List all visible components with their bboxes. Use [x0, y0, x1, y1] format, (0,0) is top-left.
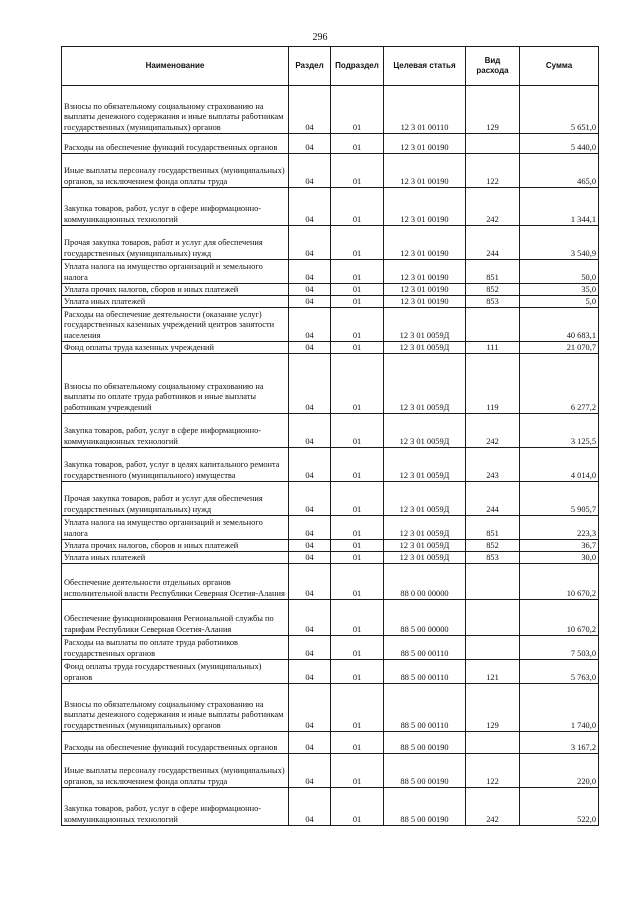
row-amount: 5,0	[520, 296, 599, 308]
row-expense-type: 852	[466, 284, 520, 296]
row-target-article: 12 3 01 0059Д	[384, 516, 466, 540]
table-row	[62, 134, 599, 154]
table-row	[62, 414, 599, 448]
row-subsection: 01	[331, 482, 384, 516]
row-subsection: 01	[331, 636, 384, 660]
row-amount: 6 277,2	[520, 354, 599, 414]
row-amount: 36,7	[520, 540, 599, 552]
row-amount: 3 125,5	[520, 414, 599, 448]
row-name: Обеспечение деятельности отдельных органов исполнительной власти Республики Северная Осетия-Алания	[62, 564, 289, 600]
row-target-article: 88 5 00 00190	[384, 732, 466, 754]
table-row	[62, 296, 599, 308]
row-target-article: 12 3 01 0059Д	[384, 448, 466, 482]
header-subsection: Подраздел	[331, 47, 384, 86]
row-target-article: 88 5 00 00190	[384, 754, 466, 788]
row-section: 04	[289, 226, 331, 260]
row-amount: 5 440,0	[520, 134, 599, 154]
row-target-article: 88 5 00 00110	[384, 684, 466, 732]
row-name: Расходы на обеспечение функций государственных органов	[62, 134, 289, 154]
row-name: Обеспечение функционирования Региональной службы по тарифам Республики Северная Осетия-Алания	[62, 600, 289, 636]
row-target-article: 12 3 01 00190	[384, 226, 466, 260]
row-expense-type: 244	[466, 226, 520, 260]
row-expense-type: 242	[466, 188, 520, 226]
row-target-article: 12 3 01 00110	[384, 86, 466, 134]
row-section: 04	[289, 516, 331, 540]
row-name: Прочая закупка товаров, работ и услуг для обеспечения государственных (муниципальных) нужд	[62, 482, 289, 516]
row-target-article: 12 3 01 0059Д	[384, 552, 466, 564]
table-row	[62, 284, 599, 296]
row-amount: 4 014,0	[520, 448, 599, 482]
row-amount: 5 651,0	[520, 86, 599, 134]
row-subsection: 01	[331, 342, 384, 354]
row-expense-type: 122	[466, 754, 520, 788]
row-expense-type: 243	[466, 448, 520, 482]
table-row	[62, 482, 599, 516]
row-name: Иные выплаты персоналу государственных (муниципальных) органов, за исключением фонда оплаты труда	[62, 754, 289, 788]
row-expense-type	[466, 564, 520, 600]
row-name: Фонд оплаты труда государственных (муниципальных) органов	[62, 660, 289, 684]
table-row	[62, 342, 599, 354]
row-expense-type: 129	[466, 684, 520, 732]
table-row	[62, 188, 599, 226]
row-amount: 3 167,2	[520, 732, 599, 754]
row-expense-type: 129	[466, 86, 520, 134]
table-row	[62, 448, 599, 482]
row-name: Фонд оплаты труда казенных учреждений	[62, 342, 289, 354]
table-row	[62, 732, 599, 754]
row-section: 04	[289, 188, 331, 226]
row-subsection: 01	[331, 788, 384, 826]
table-row	[62, 564, 599, 600]
row-subsection: 01	[331, 564, 384, 600]
row-expense-type	[466, 732, 520, 754]
row-subsection: 01	[331, 86, 384, 134]
row-name: Уплата прочих налогов, сборов и иных платежей	[62, 284, 289, 296]
row-subsection: 01	[331, 354, 384, 414]
row-expense-type: 851	[466, 516, 520, 540]
row-expense-type	[466, 308, 520, 342]
row-target-article: 88 5 00 00110	[384, 636, 466, 660]
row-section: 04	[289, 552, 331, 564]
row-subsection: 01	[331, 284, 384, 296]
row-expense-type: 244	[466, 482, 520, 516]
row-section: 04	[289, 540, 331, 552]
row-expense-type	[466, 600, 520, 636]
row-expense-type: 122	[466, 154, 520, 188]
table-row	[62, 308, 599, 342]
row-amount: 21 070,7	[520, 342, 599, 354]
row-name: Расходы на выплаты по оплате труда работников государственных органов	[62, 636, 289, 660]
header-expense-type: Вид расхода	[466, 47, 520, 86]
row-target-article: 12 3 01 00190	[384, 134, 466, 154]
row-target-article: 12 3 01 00190	[384, 296, 466, 308]
table-row	[62, 636, 599, 660]
row-name: Расходы на обеспечение деятельности (оказание услуг) государственных казенных учреждений центров занятости населения	[62, 308, 289, 342]
row-name: Закупка товаров, работ, услуг в сфере информационно-коммуникационных технологий	[62, 414, 289, 448]
row-name: Закупка товаров, работ, услуг в целях капитального ремонта государственного (муниципального) имущества	[62, 448, 289, 482]
table-row	[62, 754, 599, 788]
row-section: 04	[289, 684, 331, 732]
row-expense-type: 853	[466, 552, 520, 564]
row-section: 04	[289, 788, 331, 826]
row-amount: 50,0	[520, 260, 599, 284]
row-amount: 40 683,1	[520, 308, 599, 342]
row-target-article: 12 3 01 00190	[384, 260, 466, 284]
row-target-article: 12 3 01 0059Д	[384, 342, 466, 354]
row-expense-type: 853	[466, 296, 520, 308]
row-section: 04	[289, 636, 331, 660]
row-subsection: 01	[331, 552, 384, 564]
row-section: 04	[289, 308, 331, 342]
row-name: Взносы по обязательному социальному страхованию на выплаты денежного содержания и иные выплаты работникам государственных (муниципальных) органов	[62, 86, 289, 134]
table-row	[62, 86, 599, 134]
table-row	[62, 788, 599, 826]
row-amount: 465,0	[520, 154, 599, 188]
row-subsection: 01	[331, 732, 384, 754]
table-row	[62, 516, 599, 540]
table-row	[62, 600, 599, 636]
header-target-article: Целевая статья	[384, 47, 466, 86]
row-subsection: 01	[331, 754, 384, 788]
table-row	[62, 552, 599, 564]
row-target-article: 12 3 01 0059Д	[384, 308, 466, 342]
row-section: 04	[289, 732, 331, 754]
row-subsection: 01	[331, 660, 384, 684]
row-amount: 35,0	[520, 284, 599, 296]
row-name: Иные выплаты персоналу государственных (муниципальных) органов, за исключением фонда оплаты труда	[62, 154, 289, 188]
row-target-article: 88 5 00 00110	[384, 660, 466, 684]
row-name: Закупка товаров, работ, услуг в сфере информационно-коммуникационных технологий	[62, 188, 289, 226]
row-subsection: 01	[331, 308, 384, 342]
row-expense-type: 121	[466, 660, 520, 684]
row-target-article: 88 0 00 00000	[384, 564, 466, 600]
row-subsection: 01	[331, 188, 384, 226]
row-section: 04	[289, 342, 331, 354]
row-target-article: 88 5 00 00190	[384, 788, 466, 826]
row-target-article: 12 3 01 00190	[384, 284, 466, 296]
row-name: Взносы по обязательному социальному страхованию на выплаты денежного содержания и иные выплаты работникам государственных (муниципальных) органов	[62, 684, 289, 732]
row-name: Уплата иных платежей	[62, 552, 289, 564]
row-subsection: 01	[331, 226, 384, 260]
row-amount: 10 670,2	[520, 600, 599, 636]
row-subsection: 01	[331, 414, 384, 448]
row-subsection: 01	[331, 260, 384, 284]
row-target-article: 12 3 01 0059Д	[384, 414, 466, 448]
row-section: 04	[289, 296, 331, 308]
row-section: 04	[289, 754, 331, 788]
row-section: 04	[289, 414, 331, 448]
row-amount: 220,0	[520, 754, 599, 788]
row-section: 04	[289, 284, 331, 296]
row-name: Закупка товаров, работ, услуг в сфере информационно-коммуникационных технологий	[62, 788, 289, 826]
row-amount: 7 503,0	[520, 636, 599, 660]
row-expense-type: 242	[466, 788, 520, 826]
row-subsection: 01	[331, 540, 384, 552]
row-subsection: 01	[331, 448, 384, 482]
table-row	[62, 660, 599, 684]
row-amount: 1 740,0	[520, 684, 599, 732]
row-subsection: 01	[331, 154, 384, 188]
row-name: Расходы на обеспечение функций государственных органов	[62, 732, 289, 754]
row-section: 04	[289, 134, 331, 154]
row-section: 04	[289, 260, 331, 284]
row-section: 04	[289, 482, 331, 516]
row-section: 04	[289, 354, 331, 414]
table-row	[62, 684, 599, 732]
row-target-article: 88 5 00 00000	[384, 600, 466, 636]
row-name: Уплата иных платежей	[62, 296, 289, 308]
row-name: Взносы по обязательному социальному страхованию на выплаты по оплате труда работников и иные выплаты работникам учреждений	[62, 354, 289, 414]
row-section: 04	[289, 600, 331, 636]
row-expense-type: 242	[466, 414, 520, 448]
row-expense-type: 111	[466, 342, 520, 354]
row-section: 04	[289, 86, 331, 134]
header-section: Раздел	[289, 47, 331, 86]
row-amount: 223,3	[520, 516, 599, 540]
row-name: Уплата налога на имущество организаций и земельного налога	[62, 516, 289, 540]
row-amount: 30,0	[520, 552, 599, 564]
row-section: 04	[289, 448, 331, 482]
row-name: Прочая закупка товаров, работ и услуг для обеспечения государственных (муниципальных) нужд	[62, 226, 289, 260]
table-header-row	[62, 47, 599, 86]
row-amount: 5 905,7	[520, 482, 599, 516]
row-amount: 3 540,9	[520, 226, 599, 260]
row-expense-type	[466, 636, 520, 660]
row-subsection: 01	[331, 684, 384, 732]
row-name: Уплата прочих налогов, сборов и иных платежей	[62, 540, 289, 552]
header-name: Наименование	[62, 47, 289, 86]
row-subsection: 01	[331, 516, 384, 540]
table-row	[62, 354, 599, 414]
table-row	[62, 540, 599, 552]
row-amount: 522,0	[520, 788, 599, 826]
row-target-article: 12 3 01 0059Д	[384, 482, 466, 516]
row-subsection: 01	[331, 296, 384, 308]
row-expense-type: 852	[466, 540, 520, 552]
row-target-article: 12 3 01 00190	[384, 188, 466, 226]
row-target-article: 12 3 01 00190	[384, 154, 466, 188]
table-row	[62, 154, 599, 188]
page-number: 296	[312, 32, 328, 43]
row-name: Уплата налога на имущество организаций и земельного налога	[62, 260, 289, 284]
header-amount: Сумма	[520, 47, 599, 86]
row-target-article: 12 3 01 0059Д	[384, 354, 466, 414]
row-amount: 10 670,2	[520, 564, 599, 600]
row-amount: 1 344,1	[520, 188, 599, 226]
row-subsection: 01	[331, 134, 384, 154]
row-section: 04	[289, 660, 331, 684]
budget-table	[61, 46, 599, 826]
row-amount: 5 763,0	[520, 660, 599, 684]
row-expense-type: 851	[466, 260, 520, 284]
row-section: 04	[289, 154, 331, 188]
table-row	[62, 260, 599, 284]
row-expense-type	[466, 134, 520, 154]
row-expense-type: 119	[466, 354, 520, 414]
row-subsection: 01	[331, 600, 384, 636]
table-row	[62, 226, 599, 260]
row-target-article: 12 3 01 0059Д	[384, 540, 466, 552]
row-section: 04	[289, 564, 331, 600]
